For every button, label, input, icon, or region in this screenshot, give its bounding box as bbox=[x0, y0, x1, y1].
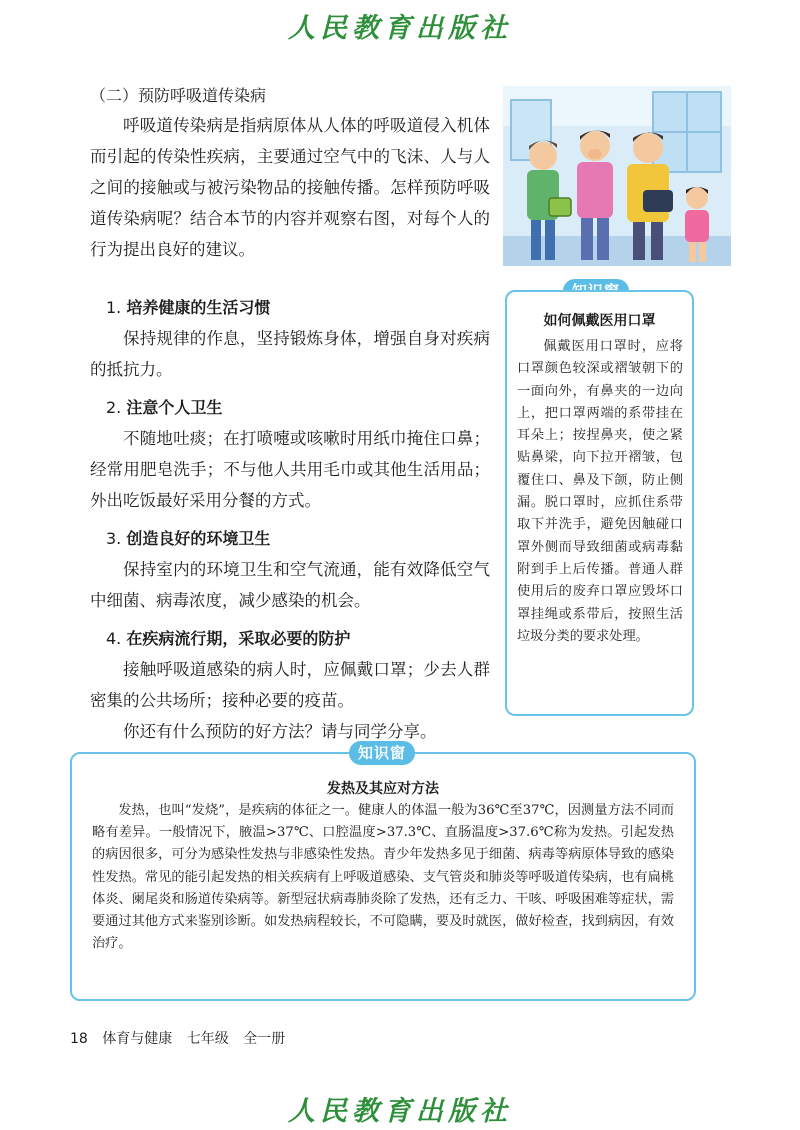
item-text-2: 不随地吐痰；在打喷嚏或咳嗽时用纸巾掩住口鼻；经常用肥皂洗手；不与他人共用毛巾或其他生活用品；外出吃饭最好采用分餐的方式。 bbox=[90, 429, 490, 510]
closing-paragraph: 你还有什么预防的好方法？请与同学分享。 bbox=[123, 722, 437, 741]
item-title: 注意个人卫生 bbox=[126, 398, 223, 417]
item-heading-2 bbox=[90, 393, 490, 423]
page-number: 18 bbox=[70, 1031, 88, 1047]
item-number: 3. bbox=[106, 529, 122, 548]
item-title: 创造良好的环境卫生 bbox=[126, 529, 271, 548]
item-text-3: 保持室内的环境卫生和空气流通，能有效降低空气中细菌、病毒浓度，减少感染的机会。 bbox=[90, 560, 490, 610]
knowledge-window-mask bbox=[505, 290, 694, 716]
knowledge-window-tab: 知识窗 bbox=[349, 741, 415, 765]
intro-paragraph: 呼吸道传染病是指病原体从人体的呼吸道侵入机体而引起的传染性疾病，主要通过空气中的飞沫、人与人之间的接触或与被污染物品的接触传播。怎样预防呼吸道传染病呢？结合本节的内容并观察右图，对每个人的行为提出良好的建议。 bbox=[90, 116, 490, 259]
publisher-logo-bottom: 人民教育出版社 bbox=[288, 1096, 512, 1127]
knowledge-window-title: 发热及其应对方法 bbox=[327, 781, 439, 797]
item-title: 在疾病流行期，采取必要的防护 bbox=[126, 629, 351, 648]
item-number: 4. bbox=[106, 629, 122, 648]
family-illustration bbox=[503, 86, 731, 266]
grade-label: 七年级 bbox=[186, 1031, 229, 1047]
item-heading-3 bbox=[90, 524, 490, 554]
publisher-logo-top: 人民教育出版社 bbox=[288, 13, 512, 44]
knowledge-window-body: 发热，也叫“发烧”，是疾病的体征之一。健康人的体温一般为36℃至37℃，因测量方法不同而略有差异。一般情况下，腋温>37℃、口腔温度>37.3℃、直肠温度>37.6℃称为发热。引起发热的病因很多，可分为感染性发热与非感染性发热。青少年发热多见于细菌、病毒等病原体导致的感染性发热。常见的能引起发热的相关疾病有上呼吸道感染、支气管炎和肺炎等呼吸道传染病，也有扁桃体炎、阑尾炎和肠道传染病等。新型冠状病毒肺炎除了发热，还有乏力、干咳、呼吸困难等症状，需要通过其他方式来鉴别诊断。如发热病程较长，不可隐瞒，要及时就医，做好检查，找到病因，有效治疗。 bbox=[92, 803, 674, 952]
item-heading-1 bbox=[90, 293, 490, 323]
item-number: 1. bbox=[106, 298, 122, 317]
volume-label: 全一册 bbox=[243, 1031, 286, 1047]
item-heading-4 bbox=[90, 624, 490, 654]
item-number: 2. bbox=[106, 398, 122, 417]
book-title: 体育与健康 bbox=[102, 1031, 173, 1047]
knowledge-window-title: 如何佩戴医用口罩 bbox=[543, 313, 656, 329]
item-title: 培养健康的生活习惯 bbox=[126, 298, 271, 317]
page-footer bbox=[70, 1028, 295, 1048]
main-content bbox=[90, 82, 490, 747]
section-heading: （二）预防呼吸道传染病 bbox=[90, 86, 267, 105]
item-text-4: 接触呼吸道感染的病人时，应佩戴口罩；少去人群密集的公共场所；接种必要的疫苗。 bbox=[90, 660, 490, 710]
knowledge-window-fever bbox=[70, 752, 696, 1001]
knowledge-window-body: 佩戴医用口罩时，应将口罩颜色较深或褶皱朝下的一面向外，有鼻夹的一边向上，把口罩两端的系带挂在耳朵上；按捏鼻夹，使之紧贴鼻梁，向下拉开褶皱，包覆住口、鼻及下颌，防止侧漏。脱口罩时，应抓住系带取下并洗手，避免因触碰口罩外侧而导致细菌或病毒黏附到手上后传播。普通人群使用后的废弃口罩应毁坏口罩挂绳或系带后，按照生活垃圾分类的要求处理。 bbox=[517, 339, 683, 644]
item-text-1: 保持规律的作息，坚持锻炼身体，增强自身对疾病的抵抗力。 bbox=[90, 329, 490, 379]
